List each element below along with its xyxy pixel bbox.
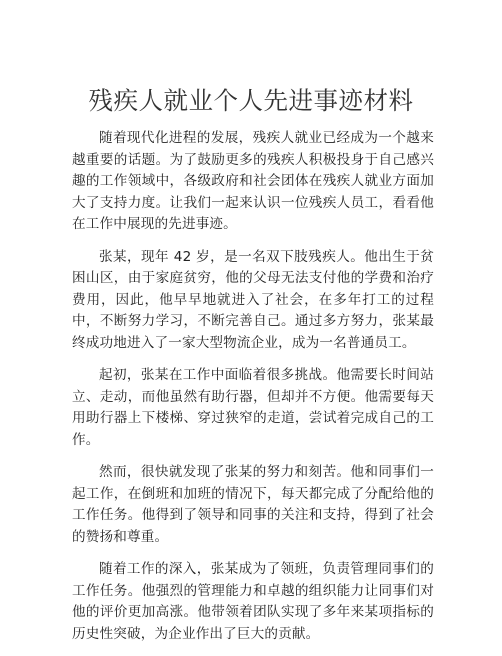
paragraph-3: 起初，张某在工作中面临着很多挑战。他需要长时间站立、走动，而他虽然有助行器，但却并不方便。他需要每天用助行器上下楼梯、穿过狭窄的走道，尝试着完成自己的工作。 [72, 367, 434, 448]
paragraph-2: 张某，现年 42 岁，是一名双下肢残疾人。他出生于贫困山区，由于家庭贫穷，他的父母无法支付他的学费和治疗费用，因此，他早早地就进入了社会，在多年打工的过程中，不断努力学习，不断完善自己。通过多方努力，张某最终成功地进入了一家大型物流企业，成为一名普通员工。 [72, 248, 434, 351]
document-title: 残疾人就业个人先进事迹材料 [88, 86, 414, 115]
paragraph-1: 随着现代化进程的发展，残疾人就业已经成为一个越来越重要的话题。为了鼓励更多的残疾人积极投身于自己感兴趣的工作领域中，各级政府和社会团体在残疾人就业方面加大了支持力度。让我们一起来认识一位残疾人员工，看看他在工作中展现的先进事迹。 [72, 130, 434, 232]
paragraph-5: 随着工作的深入，张某成为了领班，负责管理同事们的工作任务。他强烈的管理能力和卓越的组织能力让同事们对他的评价更加高涨。他带领着团队实现了多年来某项指标的历史性突破，为企业作出了巨大的贡献。 [72, 561, 434, 642]
paragraph-4: 然而，很快就发现了张某的努力和刻苦。他和同事们一起工作，在倒班和加班的情况下，每天都完成了分配给他的工作任务。他得到了领导和同事的关注和支持，得到了社会的赞扬和尊重。 [72, 464, 434, 545]
document-body [72, 128, 434, 656]
